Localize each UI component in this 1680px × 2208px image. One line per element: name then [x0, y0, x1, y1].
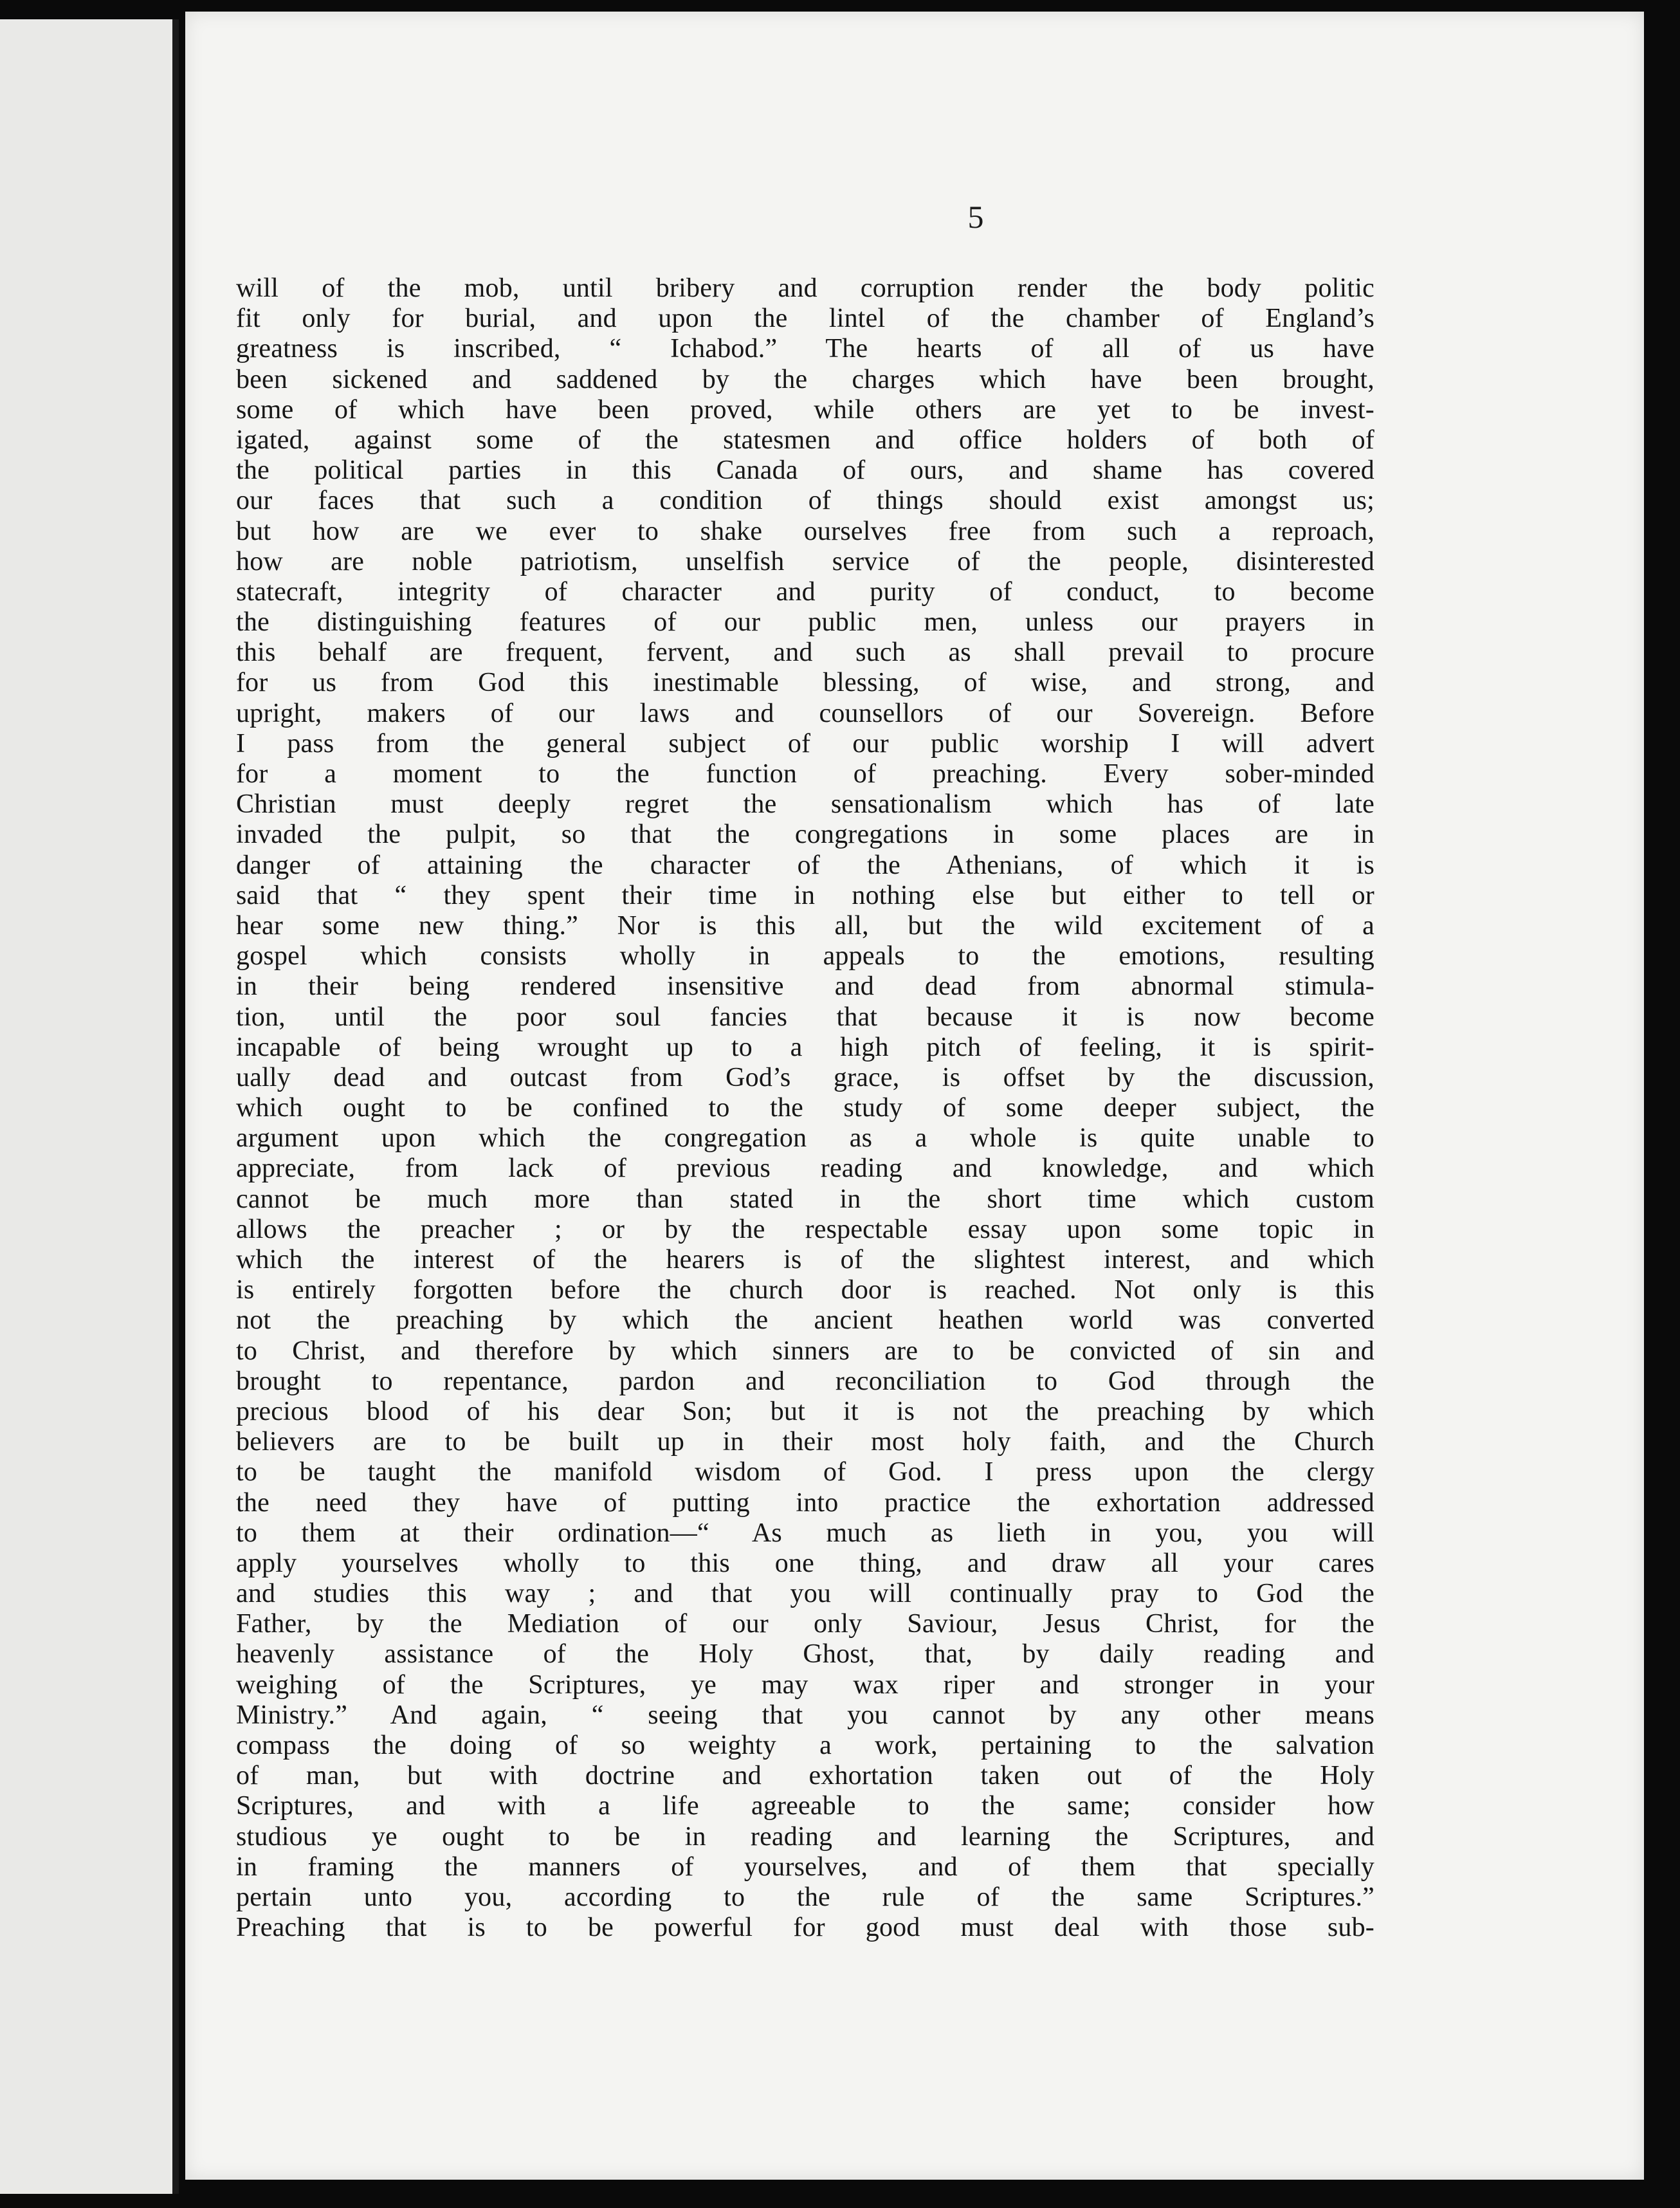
text-line: pertain unto you, according to the rule of the same Scriptures.”	[236, 1882, 1374, 1912]
text-line: apply yourselves wholly to this one thing, and draw all your cares	[236, 1548, 1374, 1578]
text-line: and studies this way ; and that you will continually pray to God the	[236, 1579, 1374, 1609]
text-line: which ought to be confined to the study of some deeper subject, the	[236, 1093, 1374, 1123]
scan-border	[1644, 0, 1680, 2208]
text-line: the distinguishing features of our public men, unless our prayers in	[236, 607, 1374, 638]
text-line: igated, against some of the statesmen and office holders of both of	[236, 425, 1374, 455]
text-line: compass the doing of so weighty a work, pertaining to the salvation	[236, 1731, 1374, 1760]
text-line: precious blood of his dear Son; but it is not the preaching by which	[236, 1396, 1374, 1426]
text-line: allows the preacher ; or by the respectable essay upon some topic in	[236, 1214, 1374, 1244]
text-line: Christian must deeply regret the sensationalism which has of late	[236, 789, 1374, 820]
text-line: for a moment to the function of preaching. Every sober-minded	[236, 759, 1374, 789]
text-line: greatness is inscribed, “ Ichabod.” The hearts of all of us have	[236, 334, 1374, 364]
page-number: 5	[967, 199, 984, 235]
text-line: danger of attaining the character of the Athenians, of which it is	[236, 850, 1374, 880]
text-line: been sickened and saddened by the charges which have been brought,	[236, 364, 1374, 394]
text-line: how are noble patriotism, unselfish service of the people, disinterested	[236, 546, 1374, 576]
text-line: cannot be much more than stated in the short time which custom	[236, 1184, 1374, 1214]
text-line: of man, but with doctrine and exhortation taken out of the Holy	[236, 1761, 1374, 1791]
text-line: fit only for burial, and upon the lintel of the chamber of England’s	[236, 304, 1374, 334]
text-line: I pass from the general subject of our public worship I will advert	[236, 728, 1374, 759]
text-line: this behalf are frequent, fervent, and such as shall prevail to procure	[236, 638, 1374, 668]
text-line: the need they have of putting into practice the exhortation addressed	[236, 1487, 1374, 1518]
text-line: but how are we ever to shake ourselves free from such a reproach,	[236, 516, 1374, 546]
text-line: our faces that such a condition of things should exist amongst us;	[236, 486, 1374, 516]
text-line: heavenly assistance of the Holy Ghost, that, by daily reading and	[236, 1639, 1374, 1670]
text-line: not the preaching by which the ancient heathen world was converted	[236, 1305, 1374, 1336]
body-text	[236, 273, 1374, 1943]
text-line: appreciate, from lack of previous reading and knowledge, and which	[236, 1154, 1374, 1184]
text-line: which the interest of the hearers is of the slightest interest, and which	[236, 1245, 1374, 1274]
text-line: Preaching that is to be powerful for good must deal with those sub-	[236, 1913, 1374, 1943]
text-line: invaded the pulpit, so that the congregations in some places are in	[236, 820, 1374, 850]
text-line: studious ye ought to be in reading and learning the Scriptures, and	[236, 1821, 1374, 1852]
text-line: in framing the manners of yourselves, and of them that specially	[236, 1852, 1374, 1882]
text-line: is entirely forgotten before the church door is reached. Not only is this	[236, 1275, 1374, 1305]
text-line: Ministry.” And again, “ seeing that you cannot by any other means	[236, 1700, 1374, 1730]
text-line: Father, by the Mediation of our only Saviour, Jesus Christ, for the	[236, 1609, 1374, 1639]
text-line: tion, until the poor soul fancies that because it is now become	[236, 1002, 1374, 1032]
text-line: statecraft, integrity of character and purity of conduct, to become	[236, 576, 1374, 607]
text-line: argument upon which the congregation as a whole is quite unable to	[236, 1123, 1374, 1154]
text-line: upright, makers of our laws and counsellors of our Sovereign. Before	[236, 698, 1374, 728]
text-line: some of which have been proved, while others are yet to be invest-	[236, 394, 1374, 425]
text-line: weighing of the Scriptures, ye may wax riper and stronger in your	[236, 1670, 1374, 1700]
text-line: incapable of being wrought up to a high pitch of feeling, it is spirit-	[236, 1032, 1374, 1062]
text-line: to them at their ordination—“ As much as lieth in you, you will	[236, 1518, 1374, 1548]
text-line: hear some new thing.” Nor is this all, but the wild excitement of a	[236, 910, 1374, 941]
text-line: Scriptures, and with a life agreeable to the same; consider how	[236, 1791, 1374, 1821]
text-line: in their being rendered insensitive and dead from abnormal stimula-	[236, 971, 1374, 1002]
text-line: to Christ, and therefore by which sinners are to be convicted of sin and	[236, 1336, 1374, 1366]
text-line: ually dead and outcast from God’s grace, is offset by the discussion,	[236, 1062, 1374, 1092]
text-line: believers are to be built up in their most holy faith, and the Church	[236, 1427, 1374, 1457]
text-line: to be taught the manifold wisdom of God. I press upon the clergy	[236, 1457, 1374, 1487]
text-line: will of the mob, until bribery and corruption render the body politic	[236, 273, 1374, 303]
previous-page-edge	[0, 19, 179, 2194]
text-line: gospel which consists wholly in appeals to the emotions, resulting	[236, 941, 1374, 971]
text-line: brought to repentance, pardon and reconciliation to God through the	[236, 1366, 1374, 1396]
text-line: said that “ they spent their time in nothing else but either to tell or	[236, 880, 1374, 910]
text-line: the political parties in this Canada of ours, and shame has covered	[236, 455, 1374, 486]
text-line: for us from God this inestimable blessing, of wise, and strong, and	[236, 668, 1374, 698]
